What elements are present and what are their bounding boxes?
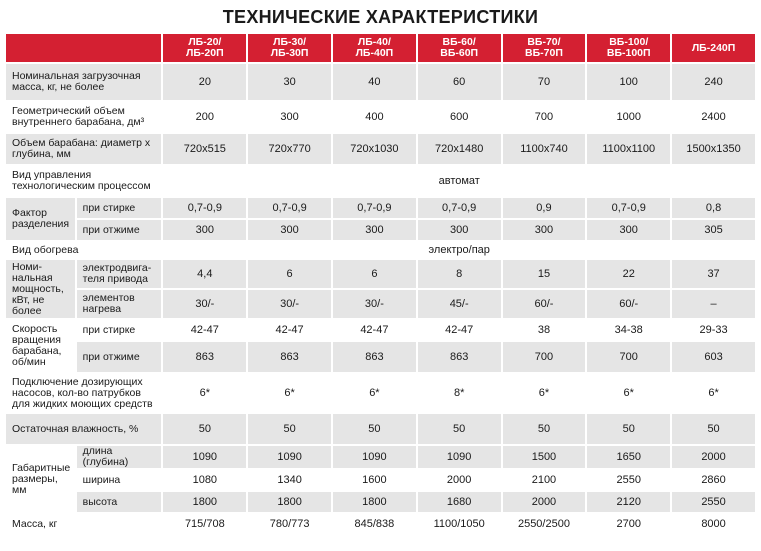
table-row — [6, 102, 755, 132]
cell: 845/838 — [333, 514, 416, 534]
row-sublabel: длина (глубина) — [77, 446, 162, 468]
cell: 2550 — [672, 492, 755, 512]
cell: 2000 — [418, 470, 501, 490]
cell: 240 — [672, 64, 755, 100]
cell: 1600 — [333, 470, 416, 490]
table-row — [6, 446, 755, 468]
cell: 8* — [418, 374, 501, 412]
cell: 0,7-0,9 — [163, 198, 246, 218]
cell: 42-47 — [163, 320, 246, 340]
cell: 863 — [248, 342, 331, 372]
cell: 4,4 — [163, 260, 246, 288]
cell: 2550/2500 — [503, 514, 586, 534]
cell: 2120 — [587, 492, 670, 512]
cell: 720x1480 — [418, 134, 501, 164]
cell: 50 — [587, 414, 670, 444]
table-row — [6, 492, 755, 512]
col-header-vb100: ВБ-100/ ВБ-100П — [587, 34, 670, 62]
cell: 30/- — [163, 290, 246, 318]
cell: автомат — [163, 166, 755, 196]
cell: 30/- — [333, 290, 416, 318]
row-sublabel: ширина — [77, 470, 162, 490]
cell: 50 — [248, 414, 331, 444]
cell: – — [672, 290, 755, 318]
row-sublabel: высота — [77, 492, 162, 512]
cell: 0,7-0,9 — [333, 198, 416, 218]
cell: 700 — [503, 342, 586, 372]
table-row — [6, 470, 755, 490]
cell: 40 — [333, 64, 416, 100]
cell: 30/- — [248, 290, 331, 318]
row-label: Номинальная загрузочная масса, кг, не более — [6, 64, 161, 100]
cell: 22 — [587, 260, 670, 288]
cell: 70 — [503, 64, 586, 100]
cell: 45/- — [418, 290, 501, 318]
cell: 1500 — [503, 446, 586, 468]
cell: 863 — [418, 342, 501, 372]
cell: 1090 — [163, 446, 246, 468]
cell: 6* — [672, 374, 755, 412]
cell: 1100x740 — [503, 134, 586, 164]
cell: 715/708 — [163, 514, 246, 534]
cell: 60/- — [587, 290, 670, 318]
cell: 2700 — [587, 514, 670, 534]
row-label: Остаточная влажность, % — [6, 414, 161, 444]
table-row — [6, 64, 755, 100]
cell: 2400 — [672, 102, 755, 132]
cell: 30 — [248, 64, 331, 100]
cell: 60 — [418, 64, 501, 100]
cell: 1000 — [587, 102, 670, 132]
cell: 603 — [672, 342, 755, 372]
cell: 720x515 — [163, 134, 246, 164]
row-sublabel: при стирке — [77, 198, 162, 218]
cell: 60/- — [503, 290, 586, 318]
cell: 300 — [418, 220, 501, 240]
cell: электро/пар — [163, 242, 755, 258]
cell: 2000 — [503, 492, 586, 512]
cell: 6 — [248, 260, 331, 288]
cell: 0,8 — [672, 198, 755, 218]
cell: 6* — [587, 374, 670, 412]
cell: 300 — [503, 220, 586, 240]
table-row — [6, 290, 755, 318]
cell: 1080 — [163, 470, 246, 490]
cell: 300 — [248, 220, 331, 240]
cell: 34-38 — [587, 320, 670, 340]
cell: 0,7-0,9 — [418, 198, 501, 218]
cell: 42-47 — [418, 320, 501, 340]
cell: 700 — [503, 102, 586, 132]
cell: 1090 — [418, 446, 501, 468]
row-label: Масса, кг — [6, 514, 161, 534]
cell: 1800 — [248, 492, 331, 512]
cell: 600 — [418, 102, 501, 132]
cell: 6* — [163, 374, 246, 412]
cell: 0,9 — [503, 198, 586, 218]
cell: 100 — [587, 64, 670, 100]
row-label: Вид управления технологическим процессом — [6, 166, 161, 196]
cell: 700 — [587, 342, 670, 372]
col-header-vb60: ВБ-60/ ВБ-60П — [418, 34, 501, 62]
row-sublabel: электродвига-теля привода — [77, 260, 162, 288]
cell: 2000 — [672, 446, 755, 468]
col-header-lb40: ЛБ-40/ ЛБ-40П — [333, 34, 416, 62]
col-header-vb70: ВБ-70/ ВБ-70П — [503, 34, 586, 62]
cell: 8000 — [672, 514, 755, 534]
cell: 6 — [333, 260, 416, 288]
cell: 38 — [503, 320, 586, 340]
table-row — [6, 220, 755, 240]
cell: 2550 — [587, 470, 670, 490]
row-label: Габаритные размеры, мм — [6, 446, 75, 512]
cell: 1340 — [248, 470, 331, 490]
cell: 50 — [672, 414, 755, 444]
row-label: Номи-нальная мощность, кВт, не более — [6, 260, 75, 318]
col-header-lb20: ЛБ-20/ ЛБ-20П — [163, 34, 246, 62]
cell: 863 — [333, 342, 416, 372]
cell: 863 — [163, 342, 246, 372]
cell: 400 — [333, 102, 416, 132]
cell: 50 — [333, 414, 416, 444]
cell: 2100 — [503, 470, 586, 490]
row-label: Скорость вращения барабана, об/мин — [6, 320, 75, 372]
cell: 15 — [503, 260, 586, 288]
row-sublabel: при отжиме — [77, 342, 162, 372]
cell: 1090 — [248, 446, 331, 468]
specs-table — [4, 32, 757, 536]
cell: 1800 — [163, 492, 246, 512]
cell: 300 — [163, 220, 246, 240]
cell: 0,7-0,9 — [248, 198, 331, 218]
cell: 50 — [503, 414, 586, 444]
cell: 2860 — [672, 470, 755, 490]
cell: 720x1030 — [333, 134, 416, 164]
row-label: Объем барабана: диаметр х глубина, мм — [6, 134, 161, 164]
cell: 42-47 — [333, 320, 416, 340]
header-blank — [6, 34, 161, 62]
cell: 6* — [333, 374, 416, 412]
cell: 720x770 — [248, 134, 331, 164]
cell: 1100x1100 — [587, 134, 670, 164]
row-sublabel: элементов нагрева — [77, 290, 162, 318]
cell: 6* — [503, 374, 586, 412]
cell: 300 — [587, 220, 670, 240]
row-sublabel: при стирке — [77, 320, 162, 340]
table-row — [6, 374, 755, 412]
header-row — [6, 34, 755, 62]
row-label: Фактор разделения — [6, 198, 75, 240]
cell: 780/773 — [248, 514, 331, 534]
cell: 0,7-0,9 — [587, 198, 670, 218]
col-header-lb30: ЛБ-30/ ЛБ-30П — [248, 34, 331, 62]
cell: 1650 — [587, 446, 670, 468]
cell: 305 — [672, 220, 755, 240]
table-row — [6, 320, 755, 340]
cell: 6* — [248, 374, 331, 412]
cell: 42-47 — [248, 320, 331, 340]
col-header-lb240: ЛБ-240П — [672, 34, 755, 62]
table-row — [6, 134, 755, 164]
cell: 1100/1050 — [418, 514, 501, 534]
cell: 37 — [672, 260, 755, 288]
cell: 1090 — [333, 446, 416, 468]
row-label: Подключение дозирующих насосов, кол-во патрубков для жидких моющих средств — [6, 374, 161, 412]
table-row — [6, 198, 755, 218]
cell: 1800 — [333, 492, 416, 512]
cell: 8 — [418, 260, 501, 288]
page-title: ТЕХНИЧЕСКИЕ ХАРАКТЕРИСТИКИ — [222, 7, 539, 27]
cell: 29-33 — [672, 320, 755, 340]
cell: 50 — [418, 414, 501, 444]
table-row — [6, 242, 755, 258]
table-row — [6, 414, 755, 444]
row-label: Геометрический объем внутреннего барабана, дм³ — [6, 102, 161, 132]
table-row — [6, 514, 755, 534]
row-sublabel: при отжиме — [77, 220, 162, 240]
table-row — [6, 166, 755, 196]
cell: 50 — [163, 414, 246, 444]
cell: 200 — [163, 102, 246, 132]
cell: 20 — [163, 64, 246, 100]
row-label: Вид обогрева — [6, 242, 161, 258]
table-row — [6, 260, 755, 288]
cell: 1500x1350 — [672, 134, 755, 164]
cell: 1680 — [418, 492, 501, 512]
cell: 300 — [248, 102, 331, 132]
table-row — [6, 342, 755, 372]
cell: 300 — [333, 220, 416, 240]
